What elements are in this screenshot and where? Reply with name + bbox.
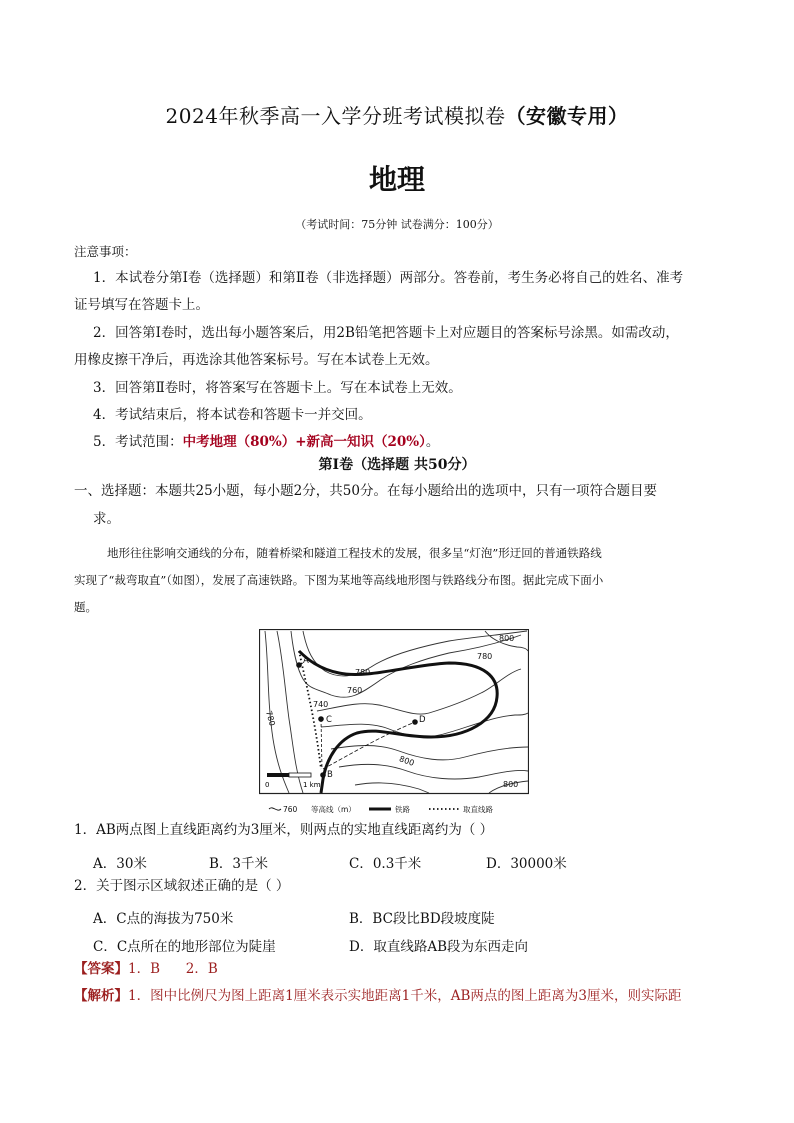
point-c-marker <box>318 716 324 722</box>
question-1-option-c: C．0.3千米 <box>349 856 422 872</box>
question-2-option-b: B．BC段比BD段坡度陡 <box>349 911 495 927</box>
contour-label-740: 740 <box>313 700 329 709</box>
legend-railway-label: 铁路 <box>395 805 410 814</box>
note-item-3: 3．回答第Ⅱ卷时，将答案写在答题卡上。写在本试卷上无效。 <box>93 380 462 396</box>
contour-label-760: 760 <box>347 686 363 695</box>
section-instruction-line-2: 求。 <box>93 511 120 527</box>
legend-straight-label: 取直线路 <box>463 805 493 814</box>
analysis-line <box>74 990 682 1004</box>
contour-label-800-s: 800 <box>397 754 416 768</box>
passage-line-2: 实现了“裁弯取直”（如图），发展了高速铁路。下图为某地等高线地形图与铁路线分布图。据此完成下面小 <box>74 573 604 587</box>
legend-contour-value: 760 <box>283 805 298 814</box>
section-instruction-line-1: 一、选择题：本题共25小题，每小题2分，共50分。在每小题给出的选项中，只有一项符合题目要 <box>74 483 657 499</box>
point-label-d: D <box>419 715 426 725</box>
analysis-text: 1．图中比例尺为图上距离1厘米表示实地距离1千米，AB两点的图上距离为3厘米，则实际距 <box>128 988 682 1004</box>
answer-tag: 【答案】 <box>74 961 128 977</box>
contour-map-figure <box>259 629 529 817</box>
notes-heading: 注意事项： <box>74 244 137 259</box>
contour-label-800-se: 800 <box>503 780 519 789</box>
contour-label-780-ne: 780 <box>477 652 493 661</box>
scale-bar-white <box>289 773 311 777</box>
note-item-2-line-1: 2．回答第Ⅰ卷时，选出每小题答案后，用2B铅笔把答题卡上对应题目的答案标号涂黑。如需改动， <box>93 325 679 341</box>
point-b-marker <box>320 772 326 778</box>
analysis-tag: 【解析】 <box>74 988 128 1004</box>
scale-zero: 0 <box>265 781 270 789</box>
question-1-option-a: A．30米 <box>93 856 147 872</box>
section-title: 第Ⅰ卷（选择题 共50分） <box>318 457 476 473</box>
question-2-option-d: D．取直线路AB段为东西走向 <box>349 939 528 955</box>
point-label-a: A <box>303 656 309 666</box>
legend-contour-label: 等高线（m） <box>311 805 356 814</box>
passage-line-1: 地形往往影响交通线的分布，随着桥梁和隧道工程技术的发展，很多呈“灯泡”形迂回的普通铁路线 <box>107 546 602 560</box>
passage-line-3: 题。 <box>74 600 97 614</box>
contour-label-800-ne: 800 <box>499 634 515 643</box>
answer-text: 1．B 2．B <box>128 961 218 977</box>
scale-bar-black <box>267 773 289 777</box>
exam-time-info: （考试时间：75分钟 试卷满分：100分） <box>295 218 499 231</box>
note-item-5-suffix: 。 <box>425 434 440 450</box>
exam-title <box>0 100 794 129</box>
question-1-option-d: D．30000米 <box>486 856 567 872</box>
point-label-b: B <box>327 770 333 780</box>
question-2-option-c: C．C点所在的地形部位为陡崖 <box>93 939 276 955</box>
exam-scope: 中考地理（80%）+新高一知识（20%） <box>182 434 426 450</box>
legend-contour-symbol <box>269 808 281 810</box>
note-item-5-prefix: 5．考试范围： <box>93 434 183 450</box>
contour-label-780-w: 780 <box>264 709 277 727</box>
question-2-option-a: A．C点的海拔为750米 <box>93 911 234 927</box>
question-1-stem: 1．AB两点图上直线距离约为3厘米，则两点的实地直线距离约为（ ） <box>74 822 494 838</box>
note-item-1-line-1: 1．本试卷分第Ⅰ卷（选择题）和第Ⅱ卷（非选择题）两部分。答卷前，考生务必将自己的姓名、准考 <box>93 270 684 286</box>
point-label-c: C <box>326 715 332 725</box>
point-a-marker <box>296 662 302 668</box>
note-item-5 <box>93 436 439 450</box>
answer-line <box>74 963 218 977</box>
question-2-stem: 2．关于图示区域叙述正确的是（ ） <box>74 878 290 894</box>
map-legend <box>269 804 493 814</box>
note-item-2-line-2: 用橡皮擦干净后，再选涂其他答案标号。写在本试卷上无效。 <box>74 352 439 368</box>
scale-km: 1 km <box>303 781 321 789</box>
note-item-4: 4．考试结束后，将本试卷和答题卡一并交回。 <box>93 407 372 423</box>
contour-map-svg <box>259 629 529 817</box>
contour-label-780-n: 780 <box>355 668 371 677</box>
point-d-marker <box>412 719 418 725</box>
exam-title-main: 2024年秋季高一入学分班考试模拟卷 <box>165 104 506 128</box>
subject-title: 地理 <box>368 163 425 196</box>
exam-title-province: （安徽专用） <box>505 104 629 128</box>
note-item-1-line-2: 证号填写在答题卡上。 <box>74 297 209 313</box>
question-1-option-b: B．3千米 <box>209 856 269 872</box>
